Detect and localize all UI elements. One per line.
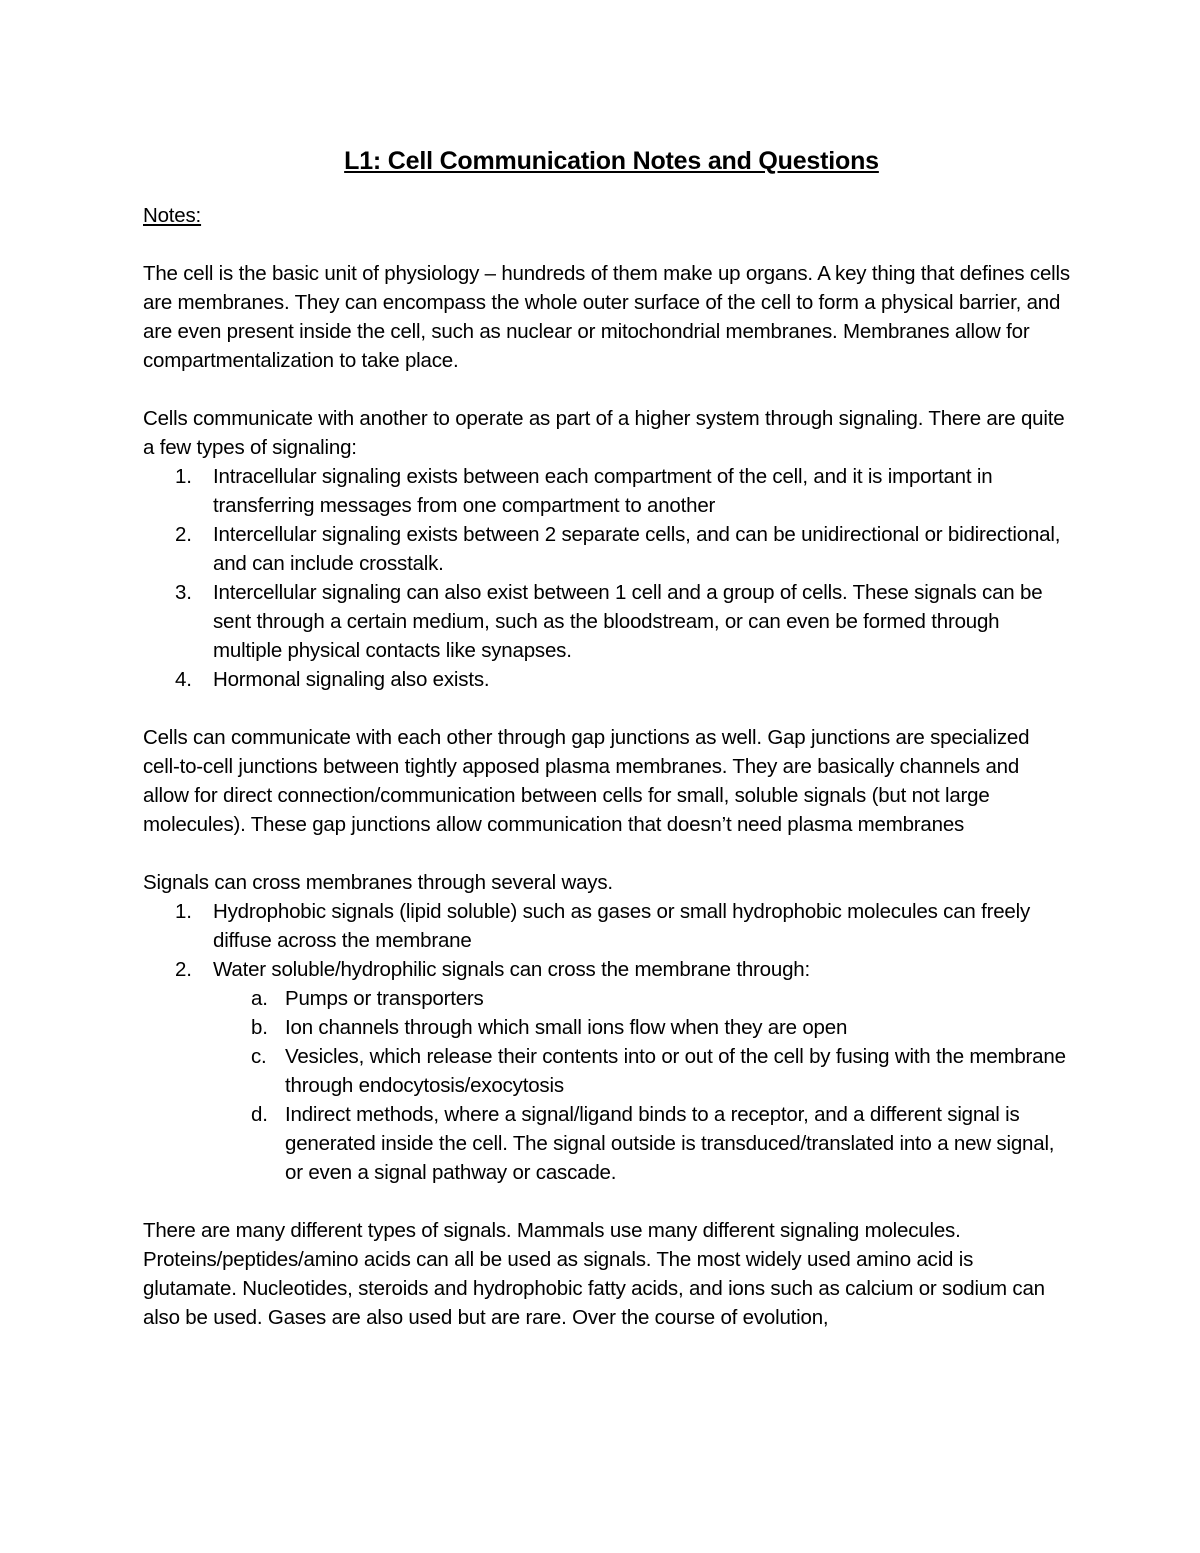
list-item-text: Intracellular signaling exists between each compartment of the cell, and it is important in transferring messages from one compartment to another [213, 465, 993, 517]
list-marker: 4. [175, 668, 192, 691]
list-item-text: Ion channels through which small ions flow when they are open [285, 1016, 848, 1039]
paragraph-gap-junctions: Cells can communicate with each other through gap junctions as well. Gap junctions are specialized cell-to-cell junctions between tightly apposed plasma membranes. They are basically channels and allow for direct connection/communication between cells for small, soluble signals (but not large molecules). These gap junctions allow communication that doesn’t need plasma membranes [143, 726, 1030, 836]
list-item [213, 1042, 1070, 1100]
list-item [143, 578, 1070, 665]
notes-heading: Notes: [143, 204, 202, 227]
list-item [213, 1100, 1070, 1187]
list-item-text: Intercellular signaling can also exist between 1 cell and a group of cells. These signals can be sent through a certain medium, such as the bloodstream, or can even be formed through multiple physical contacts like synapses. [213, 581, 1043, 662]
list-item-text: Hormonal signaling also exists. [213, 668, 490, 691]
list-marker: 1. [175, 900, 192, 923]
list-marker: 3. [175, 581, 192, 604]
list-marker: d. [251, 1103, 268, 1126]
list-marker: 1. [175, 465, 192, 488]
list-item-text: Pumps or transporters [285, 987, 484, 1010]
document-title: L1: Cell Communication Notes and Questions [344, 147, 879, 175]
list-item [143, 955, 1070, 1187]
crossing-ways-list [143, 897, 1070, 1187]
list-item [143, 897, 1070, 955]
list-item-text: Water soluble/hydrophilic signals can cross the membrane through: [213, 958, 810, 981]
paragraph-signal-types: There are many different types of signals. Mammals use many different signaling molecules. Proteins/peptides/amino acids can all be used as signals. The most widely used amino acid is glutamate. Nucleotides, steroids and hydrophobic fatty acids, and ions such as calcium or sodium can also be used. Gases are also used but are rare. Over the course of evolution, [143, 1219, 1045, 1329]
paragraph-crossing-intro: Signals can cross membranes through several ways. [143, 871, 613, 894]
list-marker: 2. [175, 958, 192, 981]
hydrophilic-methods-list [213, 984, 1070, 1187]
paragraph-signaling-intro: Cells communicate with another to operate as part of a higher system through signaling. There are quite a few types of signaling: [143, 407, 1065, 459]
list-item-text: Hydrophobic signals (lipid soluble) such as gases or small hydrophobic molecules can freely diffuse across the membrane [213, 900, 1031, 952]
list-marker: c. [251, 1045, 267, 1068]
list-marker: a. [251, 987, 268, 1010]
list-item-text: Intercellular signaling exists between 2 separate cells, and can be unidirectional or bidirectional, and can include crosstalk. [213, 523, 1061, 575]
list-item [213, 984, 1070, 1013]
list-item-text: Vesicles, which release their contents into or out of the cell by fusing with the membrane through endocytosis/exocytosis [285, 1045, 1066, 1097]
list-item [143, 665, 1070, 694]
signaling-types-list [143, 462, 1070, 694]
paragraph-cell-basics: The cell is the basic unit of physiology – hundreds of them make up organs. A key thing that defines cells are membranes. They can encompass the whole outer surface of the cell to form a physical barrier, and are even present inside the cell, such as nuclear or mitochondrial membranes. Membranes allow for compartmentalization to take place. [143, 262, 1070, 372]
list-marker: 2. [175, 523, 192, 546]
list-item-text: Indirect methods, where a signal/ligand binds to a receptor, and a different signal is generated inside the cell. The signal outside is transduced/translated into a new signal, or even a signal pathway or cascade. [285, 1103, 1055, 1184]
list-item [213, 1013, 1070, 1042]
list-item [143, 462, 1070, 520]
list-marker: b. [251, 1016, 268, 1039]
list-item [143, 520, 1070, 578]
